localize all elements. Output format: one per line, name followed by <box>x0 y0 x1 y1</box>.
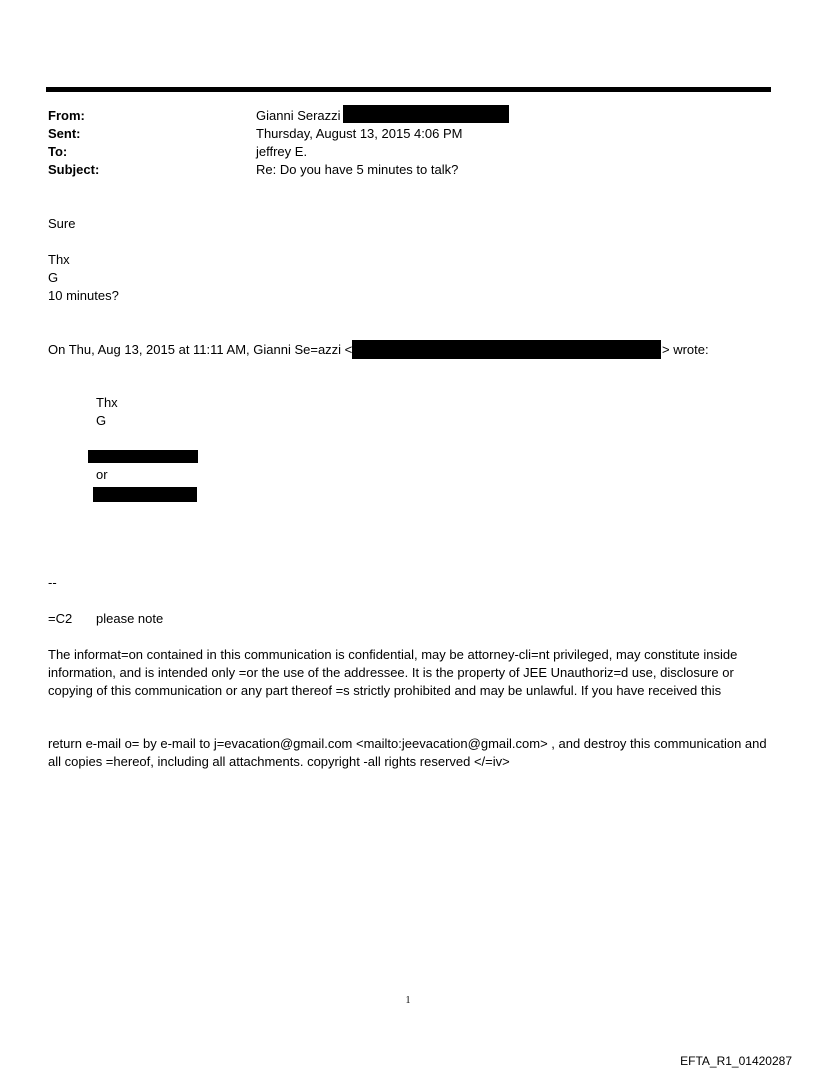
quote-attribution-prefix: On Thu, Aug 13, 2015 at 11:11 AM, Gianni Se=azzi < <box>48 342 353 357</box>
quote-line-g: G <box>96 413 107 428</box>
redaction-quote-email <box>352 340 661 359</box>
sent-value: Thursday, August 13, 2015 4:06 PM <box>256 126 463 141</box>
return-paragraph: return e-mail o= by e-mail to j=evacation@gmail.com <mailto:jeevacation@gmail.com> , and destroy this communication and all copies =hereof, including all attachments. copyright -all rights reserved </=iv> <box>48 736 767 769</box>
quote-or-text: or <box>96 467 108 482</box>
signature-dashes: -- <box>48 575 57 590</box>
quote-line-thx: Thx <box>96 395 118 410</box>
subject-label: Subject: <box>48 162 100 177</box>
c2-code: =C2 <box>48 611 73 626</box>
bates-number: EFTA_R1_01420287 <box>680 1054 792 1068</box>
quote-attribution-suffix: > wrote: <box>662 342 709 357</box>
from-value: Gianni Serazzi <box>256 108 341 123</box>
from-label: From: <box>48 108 85 123</box>
disclaimer-paragraph: The informat=on contained in this communication is confidential, may be attorney-cli=nt privileged, may constitute inside information, and is intended only =or the use of the addressee. It is the property of JEE Unauthoriz=d use, disclosure or copying of this communication or any part thereof =s strictly prohibited and may be unlawful. If you have received this <box>48 647 738 698</box>
redaction-phone-1 <box>88 450 198 463</box>
body-line-g: G <box>48 270 59 285</box>
page-number: 1 <box>405 995 411 1006</box>
to-value: jeffrey E. <box>256 144 308 159</box>
redaction-from-email <box>343 105 509 123</box>
body-line-thx: Thx <box>48 252 70 267</box>
body-line-sure: Sure <box>48 216 76 231</box>
sent-label: Sent: <box>48 126 81 141</box>
header-divider <box>46 87 771 92</box>
to-label: To: <box>48 144 68 159</box>
please-note: please note <box>96 611 164 626</box>
subject-value: Re: Do you have 5 minutes to talk? <box>256 162 459 177</box>
body-line-10-minutes: 10 minutes? <box>48 288 119 303</box>
redaction-phone-2 <box>93 487 197 502</box>
